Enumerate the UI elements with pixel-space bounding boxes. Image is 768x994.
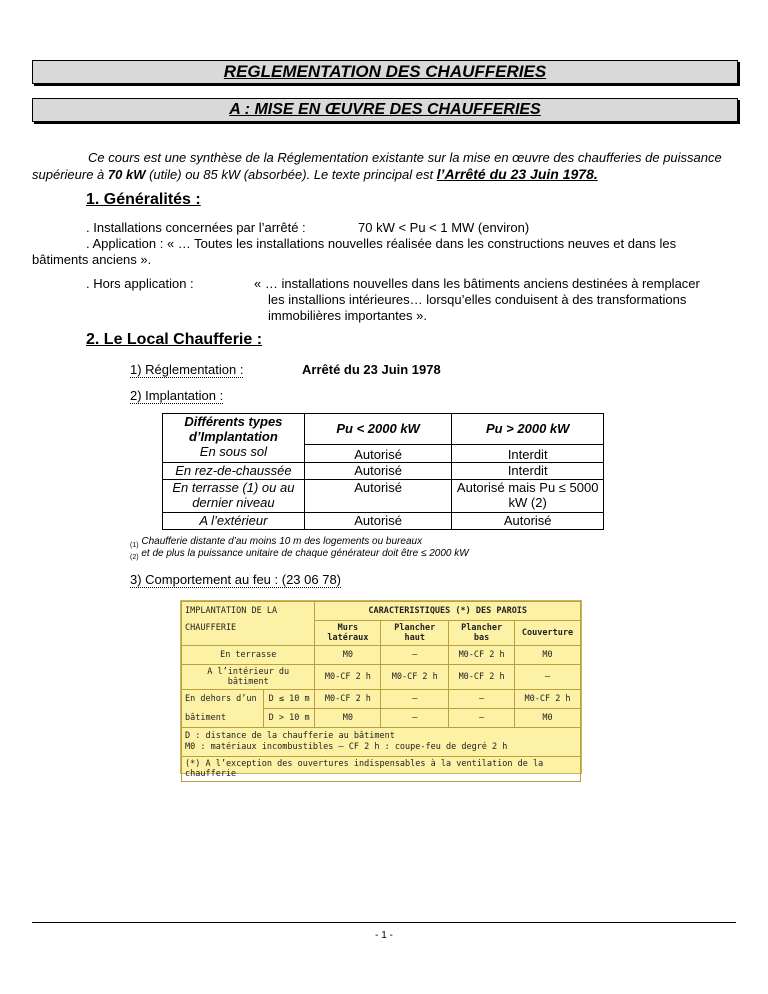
table-cell: En sous sol	[163, 444, 305, 463]
table-row	[163, 444, 604, 463]
fire-col-header: Plancher bas	[449, 621, 515, 646]
table-cell: A l’extérieur	[163, 513, 305, 530]
table-cell: Autorisé	[304, 480, 452, 513]
fire-row-label: En dehors d’un	[182, 690, 264, 709]
fire-cell: M0	[315, 646, 381, 665]
fire-col-header: Plancher haut	[381, 621, 449, 646]
fire-cell: M0-CF 2 h	[449, 646, 515, 665]
fire-header-impl-2: CHAUFFERIE	[182, 621, 315, 646]
fire-cell: –	[515, 665, 581, 690]
fire-cell: –	[449, 709, 515, 728]
subtitle-box	[32, 98, 738, 122]
fire-cell: M0-CF 2 h	[515, 690, 581, 709]
fire-cell: M0	[515, 646, 581, 665]
fire-cell: M0-CF 2 h	[315, 665, 381, 690]
table-cell: Autorisé	[304, 463, 452, 480]
table-cell: Interdit	[452, 463, 604, 480]
table-cell: Autorisé	[304, 513, 452, 530]
fire-cell: –	[381, 646, 449, 665]
header-cell: Pu > 2000 kW	[452, 414, 604, 445]
section1-line3-label: . Hors application :	[86, 276, 194, 291]
table-cell: Autorisé mais Pu ≤ 5000 kW (2)	[452, 480, 604, 513]
fire-cell: M0-CF 2 h	[381, 665, 449, 690]
fire-legend-exception: (*) A l’exception des ouvertures indispensables à la ventilation de la chaufferie	[182, 757, 581, 782]
header-cell: Différents types d’Implantation	[163, 414, 305, 445]
reglementation-value: Arrêté du 23 Juin 1978	[302, 362, 441, 377]
section1-line1-label: . Installations concernées par l’arrêté :	[86, 220, 306, 235]
table-row	[163, 463, 604, 480]
footer-rule	[32, 922, 736, 923]
fire-col-header: Murs latéraux	[315, 621, 381, 646]
fire-behavior-table	[180, 600, 582, 779]
fire-cell: –	[381, 690, 449, 709]
fire-cell: –	[381, 709, 449, 728]
fire-row	[182, 665, 581, 690]
table-cell: Interdit	[452, 444, 604, 463]
section1-line1-value: 70 kW < Pu < 1 MW (environ)	[358, 220, 530, 235]
fire-row-sublabel: D > 10 m	[263, 709, 315, 728]
fire-table-grid	[181, 601, 581, 782]
footnote-1: $_{(1)}$ Chaufferie distante d’au moins 10 m des logements ou bureaux	[130, 536, 423, 549]
fire-header-carac: CARACTERISTIQUES (*) DES PAROIS	[315, 602, 581, 621]
implantation-label: 2) Implantation :	[130, 388, 224, 403]
page-number: - 1 -	[375, 930, 393, 941]
fire-row	[182, 646, 581, 665]
main-title-box	[32, 60, 738, 84]
fire-cell: M0-CF 2 h	[315, 690, 381, 709]
fire-cell: M0-CF 2 h	[449, 665, 515, 690]
fire-row-label: En terrasse	[182, 646, 315, 665]
header-cell: Pu < 2000 kW	[304, 414, 452, 445]
footnote-2: $_{(2)}$ et de plus la puissance unitaire de chaque générateur doit être ≤ 2000 kW	[130, 548, 469, 561]
section1-line3-value: « … installations nouvelles dans les bâtiments anciens destinées à remplacer les installions intérieures… lorsqu’elles conduisent à des transformations immobilières importantes ».	[254, 276, 700, 323]
main-title: REGLEMENTATION DES CHAUFFERIES	[223, 62, 547, 81]
table-row	[163, 513, 604, 530]
fire-behavior-label: 3) Comportement au feu : (23 06 78)	[130, 572, 342, 587]
table-row	[163, 480, 604, 513]
table-header-row	[163, 414, 604, 445]
table-cell: En terrasse (1) ou au dernier niveau	[163, 480, 305, 513]
table-cell: En rez-de-chaussée	[163, 463, 305, 480]
subtitle: A : MISE EN ŒUVRE DES CHAUFFERIES	[229, 101, 541, 118]
fire-row	[182, 709, 581, 728]
fire-row-label: bâtiment	[182, 709, 264, 728]
fire-legend: D : distance de la chaufferie au bâtiment M0 : matériaux incombustibles – CF 2 h : coupe-feu de degré 2 h	[182, 728, 581, 757]
intro-paragraph: Ce cours est une synthèse de la Réglementation existante sur la mise en œuvre des chaufferies de puissance supérieure à 70 kW (utile) ou 85 kW (absorbée). Le texte principal est l’Arrêté du 23 Juin 1978.	[32, 150, 722, 182]
reglementation-label: 1) Réglementation :	[130, 362, 244, 377]
table-cell: Autorisé	[304, 444, 452, 463]
fire-row-sublabel: D ≤ 10 m	[263, 690, 315, 709]
implantation-table	[162, 413, 604, 530]
fire-row-label: A l’intérieur du bâtiment	[182, 665, 315, 690]
fire-cell: M0	[515, 709, 581, 728]
fire-row	[182, 690, 581, 709]
fire-header-impl-1: IMPLANTATION DE LA	[182, 602, 315, 621]
fire-cell: –	[449, 690, 515, 709]
section1-line2: . Application : « … Toutes les installations nouvelles réalisée dans les constructions neuves et dans les bâtiments anciens ».	[32, 236, 677, 267]
fire-col-header: Couverture	[515, 621, 581, 646]
section2-heading: 2. Le Local Chaufferie :	[86, 331, 263, 348]
fire-cell: M0	[315, 709, 381, 728]
section1-heading: 1. Généralités :	[86, 191, 201, 208]
table-cell: Autorisé	[452, 513, 604, 530]
